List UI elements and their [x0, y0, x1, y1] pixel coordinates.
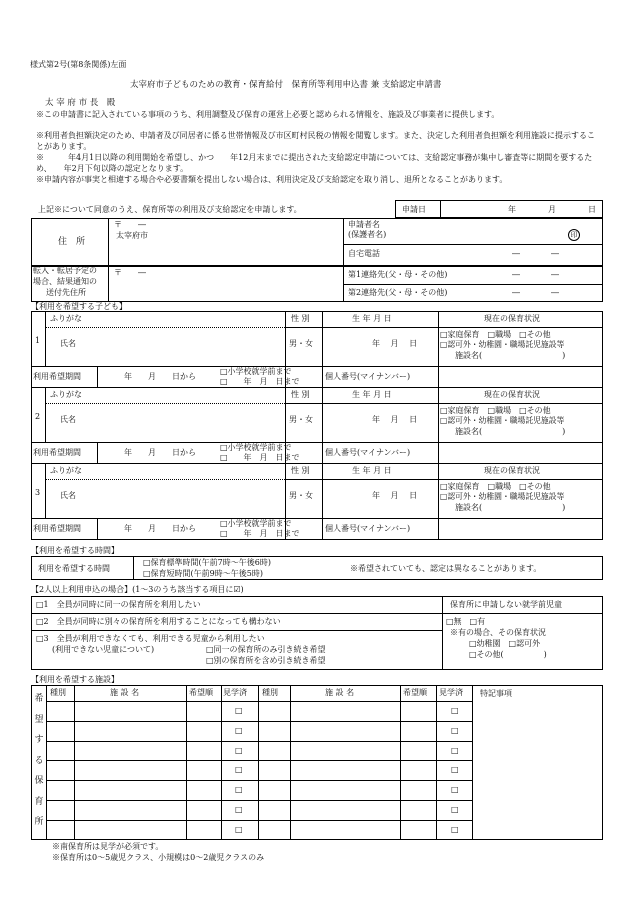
period-from[interactable]: 年 月 日から — [124, 524, 196, 533]
visited-checkbox[interactable]: □ — [451, 824, 459, 834]
time-option-standard[interactable]: □保育標準時間(午前7時～午後6時) — [143, 558, 271, 567]
until-school-option[interactable]: □小学校就学前まで — [220, 367, 292, 376]
gender-select[interactable]: 男・女 — [289, 339, 313, 348]
birth-label: 生 年 月 日 — [352, 314, 392, 323]
visited-checkbox[interactable]: □ — [235, 706, 243, 715]
birth-date[interactable]: 年 月 日 — [372, 415, 418, 424]
until-date-option[interactable]: □ 年 月 日まで — [220, 453, 300, 462]
status-label: 現在の保育状況 — [484, 314, 540, 323]
time-option-short[interactable]: □保育短時間(午前9時～午後5時) — [143, 569, 263, 578]
facility-heading: 【利用を希望する施設】 — [31, 675, 119, 684]
visited-checkbox[interactable]: □ — [235, 824, 243, 834]
sibling-kinder[interactable]: □幼稚園 □認可外 — [469, 639, 541, 648]
application-date-label: 申請日 — [402, 205, 426, 214]
moving-postal-code[interactable]: 〒 ― — [114, 268, 146, 277]
mynumber-label: 個人番号(マイナンバー) — [325, 372, 411, 381]
visited-checkbox[interactable]: □ — [451, 745, 459, 755]
addressee: 太 宰 府 市 長 殿 — [45, 98, 116, 108]
multi-option-3-other[interactable]: □別の保育所を含め引き続き希望 — [206, 656, 326, 665]
col-order: 希望順 — [189, 688, 213, 697]
multi-option-2[interactable]: □2 全員が同時に別々の保育所を利用することになっても構わない — [36, 617, 281, 626]
child-number: 2 — [35, 412, 41, 421]
facility-vertical-char: 保 — [34, 776, 44, 786]
facility-vertical-char: 希 — [34, 694, 44, 704]
gender-label: 性 別 — [291, 390, 310, 399]
birth-date[interactable]: 年 月 日 — [372, 339, 418, 348]
multi-option-1[interactable]: □1 全員が同時に同一の保育所を利用したい — [36, 600, 201, 609]
status-option-home[interactable]: □家庭保育 □職場 □その他 — [440, 482, 551, 491]
note-1: ※この申請書に記入されている事項のうち、利用調整及び保育の運営上必要と認められる情報を、施設及び事業者に提供します。 — [36, 110, 500, 119]
consent-text: 上記※について同意のうえ、保育所等の利用及び支給認定を申請します。 — [38, 205, 302, 214]
sibling-none-yes[interactable]: □無 □有 — [446, 617, 486, 626]
form-title: 太宰府市子どものための教育・保育給付 保育所等利用申込書 兼 支給認定申請書 — [130, 80, 442, 90]
applicant-name-label: 申請者名 — [348, 220, 380, 229]
contact1-label: 第1連絡先(父・母・その他) — [348, 270, 448, 279]
until-school-option[interactable]: □小学校就学前まで — [220, 443, 292, 452]
facility-vertical-char: 望 — [34, 714, 44, 725]
facility-name-field[interactable]: 施設名( ) — [455, 351, 566, 360]
facility-vertical-char: る — [34, 755, 44, 766]
period-from[interactable]: 年 月 日から — [124, 448, 196, 457]
status-option-home[interactable]: □家庭保育 □職場 □その他 — [440, 330, 551, 339]
home-phone-label: 自宅電話 — [348, 249, 380, 258]
sibling-title: 保育所に申請しない就学前児童 — [450, 600, 562, 609]
visited-checkbox[interactable]: □ — [451, 706, 459, 715]
col-type: 種別 — [50, 688, 66, 697]
mynumber-label: 個人番号(マイナンバー) — [325, 524, 411, 533]
gender-select[interactable]: 男・女 — [289, 415, 313, 424]
sibling-other[interactable]: □その他( ) — [469, 650, 547, 659]
application-date-box[interactable] — [395, 200, 603, 218]
child-number: 1 — [35, 336, 41, 345]
visited-checkbox[interactable]: □ — [451, 805, 459, 814]
visited-checkbox[interactable]: □ — [451, 785, 459, 795]
until-date-option[interactable]: □ 年 月 日まで — [220, 377, 300, 386]
application-form: 様式第2号(第8条関係)左面 太宰府市子どものための教育・保育給付 保育所等利用申込書 兼 支給認定申請書 太 宰 府 市 長 殿 ※この申請書に記入されている事項のうち、利用調整及び保育の運営上必要と認められる情報を、施設及び事業者に提供します。 ※利用者負担額決定のため、申請者及び同居者に係る世帯情報及び市区町村民税の情報を閲覧します。また、決定した利用者負担額を利用施設に提示することがあります。 ※ 年4月1日以降の利用開始を希望し、かつ 年12月末までに提出された支給認定申請については、支給認定事務が集中し審査等に期間を要するため、 年2月下旬以降の認定となります。 ※申請内容が事実と相違する場合や必要書類を提出しない場合は、利用決定及び支給認定を取り消し、退所となることがあります。 上記※について同意のうえ、保育所等の利用及び支給認定を申請します。 申請日 年 月 日 住 所 〒 ― 太宰府市 申請者名 (保護者名) 印 自宅電話 ― ― 転入・転居予定の 場合、結果通知の 送付先住所 〒 ― 第1連絡先(父・母・その他) ― ― 第2連絡先(父・母・その他) ― ― 【利用を希望する子ども】 1 ふりがな 氏名 性 別 男・女 生 年 月 日 年 月 日 現在の保育状況 □家庭保育 □職場 □その他 □認可外・幼稚園・職場託児施設等 施設名( ) 利用希望期間 年 月 日から □小学校就学前まで □ 年 月 日まで 個人番号(マイナンバー) 2 ふりがな 氏名 性 別 男・女 生 年 月 日 年 月 日 現在の保育状況 □家庭保育 □職場 □その他 □認可外・幼稚園・職場託児施設等 施設名( ) 利用希望期間 年 月 日から □小学校就学前まで □ 年 月 日まで 個人番号(マイナンバー) 3 ふりがな 氏名 性 別 男・女 生 年 月 日 年 月 日 現在の保育状況 □家庭保育 □職場 □その他 □認可外・幼稚園・職場託児施設等 施設名( ) 利用希望期間 年 月 日から □小学校就学前まで □ 年 月 日まで 個人番号(マイナンバー) 【利用を希望する時間】 利用を希望する時間 □保育標準時間(午前7時～午後6時) □保育短時間(午前9時～午後5時) ※希望されていても、認定は異なることがあります。 【2人以上利用申込の場合】(1～3のうち該当する項目に☑) □1 全員が同時に同一の保育所を利用したい □2 全員が同時に別々の保育所を利用することになっても構わない □3 全員が利用できなくても、利用できる児童から利用したい (利用できない児童について) □同一の保育所のみ引き続き希望 □別の保育所を含め引き続き希望 保育所に申請しない就学前児童 □無 □有 ※有の場合、その保育状況 □幼稚園 □認可外 □その他( ) 【利用を希望する施設】 種別 施 設 名 希望順 見学済 種別 施 設 名 希望順 見学済 □ □ □ □ □ □ □ □ □ □ □ □ □ □ 希 望 す る 保 育 所 特記事項 ※南保育所は見学が必須です。 ※保育所は0～5歳児クラス、小規模は0～2歳児クラスのみ — [0, 0, 630, 915]
period-label: 利用希望期間 — [33, 372, 81, 381]
birth-label: 生 年 月 日 — [352, 466, 392, 475]
multi-option-3[interactable]: □3 全員が利用できなくても、利用できる児童から利用したい — [36, 634, 265, 643]
col-name: 施 設 名 — [325, 688, 355, 697]
children-heading: 【利用を希望する子ども】 — [31, 302, 127, 311]
guardian-label: (保護者名) — [348, 230, 387, 239]
col-visited: 見学済 — [223, 688, 247, 697]
multi-option-3-same[interactable]: □同一の保育所のみ引き続き希望 — [206, 645, 326, 654]
gender-label: 性 別 — [291, 314, 310, 323]
note-4: ※申請内容が事実と相違する場合や必要書類を提出しない場合は、利用決定及び支給認定を取り消し、退所となることがあります。 — [36, 175, 508, 184]
status-label: 現在の保育状況 — [484, 390, 540, 399]
time-heading: 【利用を希望する時間】 — [31, 546, 119, 555]
visited-checkbox[interactable]: □ — [235, 745, 243, 755]
visited-checkbox[interactable]: □ — [235, 765, 243, 775]
furigana-label: ふりがな — [50, 314, 82, 323]
col-order: 希望順 — [403, 688, 427, 697]
remarks-label: 特記事項 — [480, 689, 512, 698]
facility-vertical-char: 育 — [34, 796, 44, 807]
facility-footnote-2: ※保育所は0～5歳児クラス、小規模は0～2歳児クラスのみ — [52, 853, 265, 862]
facility-table — [31, 685, 603, 840]
col-visited: 見学済 — [439, 688, 463, 697]
note-2: ※利用者負担額決定のため、申請者及び同居者に係る世帯情報及び市区町村民税の情報を閲覧します。また、決定した利用者負担額を利用施設に提示することがあります。 — [36, 131, 596, 151]
child-name-label: 氏名 — [60, 491, 76, 500]
until-date-option[interactable]: □ 年 月 日まで — [220, 529, 300, 538]
status-option-unlicensed[interactable]: □認可外・幼稚園・職場託児施設等 — [440, 340, 565, 349]
time-note: ※希望されていても、認定は異なることがあります。 — [350, 564, 542, 573]
period-label: 利用希望期間 — [33, 524, 81, 533]
facility-vertical-char: す — [34, 735, 44, 745]
birth-date[interactable]: 年 月 日 — [372, 491, 418, 500]
visited-checkbox[interactable]: □ — [235, 785, 243, 795]
child-name-label: 氏名 — [60, 339, 76, 348]
facility-vertical-char: 所 — [34, 817, 44, 827]
form-number: 様式第2号(第8条関係)左面 — [30, 60, 127, 69]
status-option-unlicensed[interactable]: □認可外・幼稚園・職場託児施設等 — [440, 492, 565, 501]
period-from[interactable]: 年 月 日から — [124, 372, 196, 381]
facility-name-field[interactable]: 施設名( ) — [455, 427, 566, 436]
visited-checkbox[interactable]: □ — [235, 725, 243, 735]
time-label: 利用を希望する時間 — [38, 564, 110, 573]
visited-checkbox[interactable]: □ — [451, 765, 459, 775]
until-school-option[interactable]: □小学校就学前まで — [220, 519, 292, 528]
facility-name-field[interactable]: 施設名( ) — [455, 503, 566, 512]
address-label: 住 所 — [58, 237, 86, 247]
postal-code[interactable]: 〒 ― — [114, 220, 146, 229]
gender-select[interactable]: 男・女 — [289, 491, 313, 500]
furigana-label: ふりがな — [50, 390, 82, 399]
furigana-label: ふりがな — [50, 466, 82, 475]
contact2-label: 第2連絡先(父・母・その他) — [348, 288, 448, 297]
seal-mark: 印 — [568, 229, 580, 241]
gender-label: 性 別 — [291, 466, 310, 475]
col-name: 施 設 名 — [110, 688, 140, 697]
status-option-home[interactable]: □家庭保育 □職場 □その他 — [440, 406, 551, 415]
status-option-unlicensed[interactable]: □認可外・幼稚園・職場託児施設等 — [440, 416, 565, 425]
visited-checkbox[interactable]: □ — [451, 725, 459, 735]
multi-heading: 【2人以上利用申込の場合】(1～3のうち該当する項目に☑) — [31, 585, 244, 594]
child-name-label: 氏名 — [60, 415, 76, 424]
period-label: 利用希望期間 — [33, 448, 81, 457]
visited-checkbox[interactable]: □ — [235, 805, 243, 814]
note-3: ※ 年4月1日以降の利用開始を希望し、かつ 年12月末までに提出された支給認定申請については、支給認定事務が集中し審査等に期間を要するため、 年2月下旬以降の認定となります。 — [36, 153, 593, 173]
child-number: 3 — [35, 488, 41, 497]
status-label: 現在の保育状況 — [484, 466, 540, 475]
col-type: 種別 — [262, 688, 278, 697]
birth-label: 生 年 月 日 — [352, 390, 392, 399]
facility-footnote-1: ※南保育所は見学が必須です。 — [52, 842, 164, 851]
mynumber-label: 個人番号(マイナンバー) — [325, 448, 411, 457]
city-name: 太宰府市 — [116, 231, 148, 240]
